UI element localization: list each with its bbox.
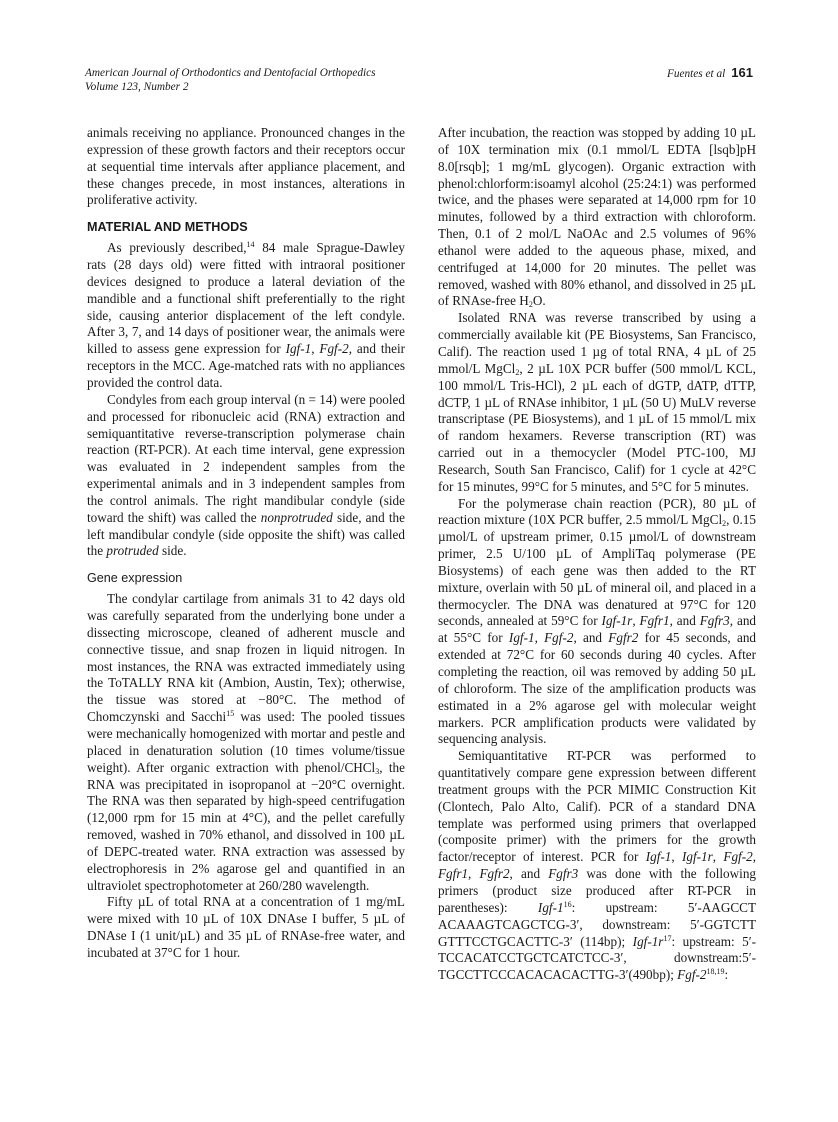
gene-expression-paragraph-2: Fifty µL of total RNA at a concentration of 1 mg/mL were mixed with 10 µL of 10X DNAse I buffer, 5 µL of DNAse I (1 unit/µL) and 35 µL of RNAse-free water, and incubated at 37°C for 1 hour.: [87, 894, 405, 960]
subsection-heading-gene-expression: Gene expression: [87, 571, 183, 586]
gene-expression-paragraph-1: The condylar cartilage from animals 31 to 42 days old was carefully separated from the underlying bone under a dissecting microscope, cleaned of adherent muscle and connective tissue, and snap frozen in liquid nitrogen. In most instances, the RNA was extracted immediately using the ToTALLY RNA kit (Ambion, Austin, Tex); otherwise, the tissue was stored at −80°C. The method of Chomczynski and Sacchi$^{15}$ was used: The pooled tissues were mechanically homogenized with mortar and pestle and placed in denaturation solution (10 times volume/tissue weight). After organic extraction with phenol/CHCl$_3$, the RNA was precipitated in isopropanol at −20°C overnight. The RNA was then separated by high-speed centrifugation (12,000 rpm for 15 min at 4°C), and the pellet carefully removed, washed in 70% ethanol, and dissolved in 100 µL of DEPC-treated water. RNA extraction was assessed by electrophoresis in 2% agarose gel and quantified in an ultraviolet spectrophotometer at 260/280 wavelength.: [87, 591, 405, 893]
journal-info: [85, 66, 376, 94]
citation: 16: [563, 899, 572, 909]
citation: 18,19: [706, 967, 725, 977]
page-info: [667, 66, 753, 81]
incubation-paragraph: After incubation, the reaction was stopped by adding 10 µL of 10X termination mix (0.1 mmol/L EDTA [lsqb]pH 8.0[rsqb]; 1 mg/mL glycogen). Organic extraction with phenol:chlorform:isoamyl alcohol (25:24:1) was performed twice, and the phases were separated at 14,000 rpm for 10 minutes, followed by a third extraction with chloroform. Then, 0.1 of 2 mol/L NaOAc and 2.5 volumes of 96% ethanol were added to the aqueous phase, mixed, and centrifuged at 14,000 for 20 minutes. The pellet was removed, washed with 80% ethanol, and dissolved in 25 µL of RNAse-free $H_2O$.: [438, 125, 756, 310]
intro-paragraph-tail: animals receiving no appliance. Pronounced changes in the expression of these growth factors and their receptors occur at sequential time intervals after appliance placement, and these changes precede, in most instances, alterations in proliferative activity.: [87, 125, 405, 208]
page-number: 161: [731, 65, 753, 80]
left-column: [87, 125, 405, 962]
methods-paragraph-2: Condyles from each group interval (n = 14) were pooled and processed for ribonucleic acid (RNA) extraction and semiquantitative reverse-transcription polymerase chain reaction (RT-PCR). At each time interval, gene expression was evaluated in 2 independent samples from the experimental animals and in 3 independent samples from the control animals. The right mandibular condyle (side toward the shift) was called the nonprotruded side, and the left mandibular condyle (side opposite the shift) was called the protruded side.: [87, 391, 405, 559]
journal-name: American Journal of Orthodontics and Dentofacial Orthopedics: [85, 67, 376, 79]
section-heading-methods: MATERIAL AND METHODS: [87, 220, 248, 235]
journal-volume: Volume 123, Number 2: [85, 81, 189, 93]
methods-paragraph-1: As previously described,$^{14}$ 84 male Sprague-Dawley rats (28 days old) were fitted with intraoral positioner devices designed to produce a lateral deviation of the mandible and a functional shift preferentially to the right side, causing anterior displacement of the left condyle. After 3, 7, and 14 days of positioner wear, the animals were killed to assess gene expression for Igf-1, Fgf-2, and their receptors in the MCC. Age-matched rats with no appliances provided the control data.: [87, 240, 406, 390]
citation: 15: [226, 709, 235, 719]
pcr-paragraph: For the polymerase chain reaction (PCR), 80 µL of reaction mixture (10X PCR buffer, 2.5 mmol/L MgCl$_2$, 0.15 µmol/L of upstream primer, 0.15 µmol/L of downstream primer, 2.5 U/100 µL of AmpliTaq polymerase (PE Biosystems) of each gene was then added to the RT mixture, overlain with 50 µL of mineral oil, and placed in a thermocycler. The DNA was denatured at 97°C for 120 seconds, annealed at 59°C for Igf-1r, Fgfr1, and Fgfr3, and at 55°C for Igf-1, Fgf-2, and Fgfr2 for 45 seconds, and extended at 72°C for 60 seconds during 40 cycles. After completing the reaction, oil was removed by adding 50 µL of chloroform. The size of the amplification products was estimated in a 2% agarose gel with molecular weight markers. PCR amplification products were validated by sequencing analysis.: [438, 495, 757, 747]
authors: Fuentes et al: [666, 68, 726, 80]
reverse-transcription-paragraph: Isolated RNA was reverse transcribed by using a commercially available kit (PE Biosystems, San Francisco, Calif). The reaction used 1 µg of total RNA, 4 µL of 25 mmol/L MgCl$_2$, 2 µL 10X PCR buffer (500 mmol/L KCL, 100 mmol/L Tris-HCl), 2 µL each of dGTP, dATP, dTTP, dCTP, 1 µL of RNAse inhibitor, 1 µL (50 U) MuLV reverse transcriptase (PE Biosystems), and 1 µL of 15 mmol/L mix of random hexamers. Reverse transcription (RT) was carried out in a themocycler (Model PTC-100, MJ Research, South San Francisco, Calif) for 1 cycle at 42°C for 15 minutes, 99°C for 5 minutes, and 5°C for 5 minutes.: [438, 310, 756, 494]
right-column: [438, 125, 756, 984]
semiquantitative-paragraph: Semiquantitative RT-PCR was performed to quantitatively compare gene expression between different treatment groups with the PCR MIMIC Construction Kit (Clontech, Palo Alto, Calif). PCR of a standard DNA template was performed using primers that overlapped (composite primer) with the primers for the growth factor/receptor of interest. PCR for Igf-1, Igf-1r, Fgf-2, Fgfr1, Fgfr2, and Fgfr3 was done with the following primers (product size produced after RT-PCR in parentheses): Igf-$1^{16}$: upstream: 5′-AAGCCT ACAAAGTCAGCTCG-3′, downstream: 5′-GGTCTT GTTTCCTGCACTTC-3′ (114bp); Igf-$1r^{17}$: upstream: 5′-TCCACATCCTGCTCATCTCC-3′, downstream:5′-TGCCTTCCCACACACACTTG-3′(490bp); Fgf-2$^{18,19}$:: [438, 748, 757, 983]
citation: 14: [246, 240, 255, 250]
citation: 17: [663, 933, 672, 943]
